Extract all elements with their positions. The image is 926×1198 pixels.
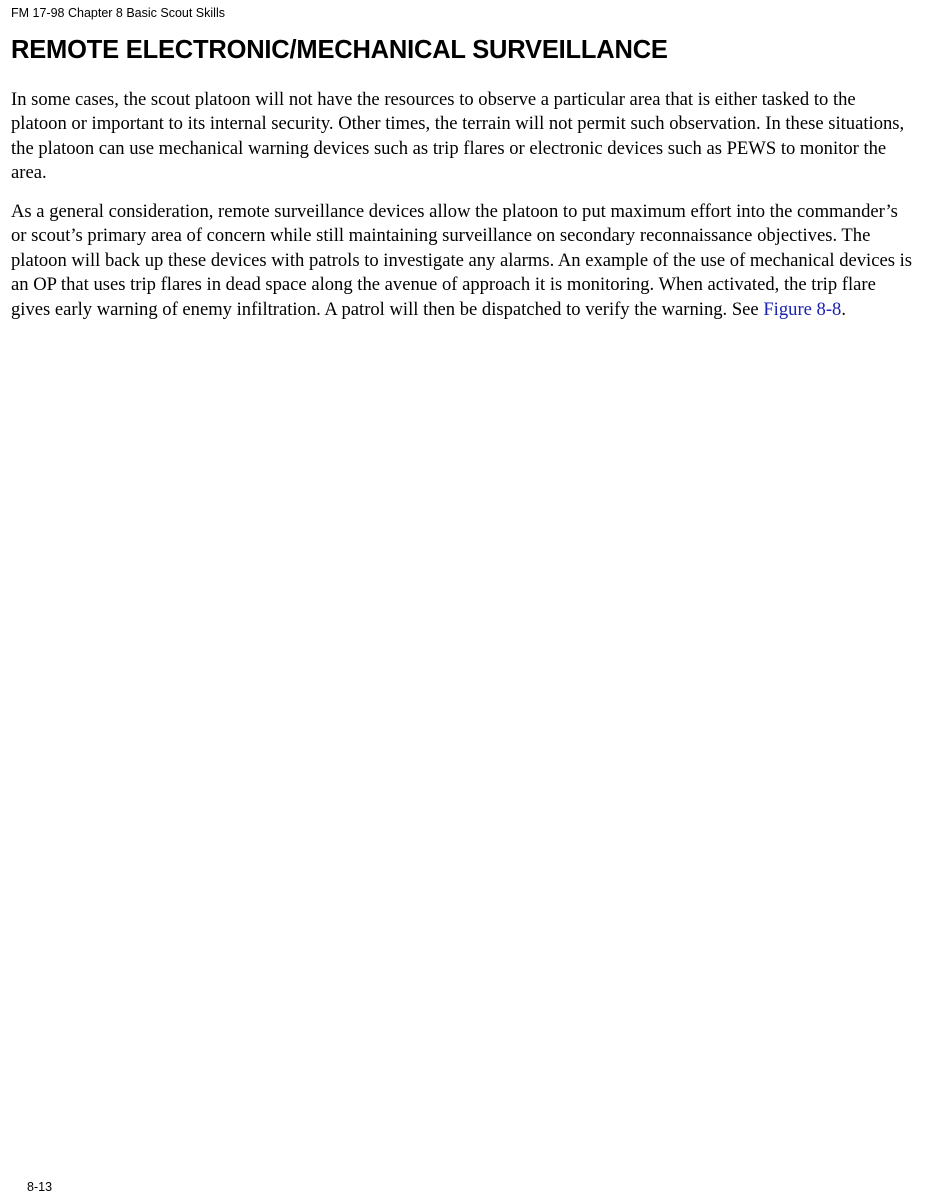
paragraph-general-consideration xyxy=(11,200,916,322)
paragraph-text-after-link: . xyxy=(841,298,846,320)
paragraph-text-before-link: As a general consideration, remote surveillance devices allow the platoon to put maximum effort into the commander’s or scout’s primary area of concern while still maintaining surveillance on secondary reconnaissance objectives. The platoon will back up these devices with patrols to investigate any alarms. An example of the use of mechanical devices is an OP that uses trip flares in dead space along the avenue of approach it is monitoring. When activated, the trip flare gives early warning of enemy infiltration. A patrol will then be dispatched to verify the warning. See xyxy=(11,201,913,320)
section-title: REMOTE ELECTRONIC/MECHANICAL SURVEILLANCE xyxy=(11,36,668,64)
running-header: FM 17-98 Chapter 8 Basic Scout Skills xyxy=(11,6,225,20)
paragraph-intro: In some cases, the scout platoon will not have the resources to observe a particular area that is either tasked to the platoon or important to its internal security. Other times, the terrain will not permit such observation. In these situations, the platoon can use mechanical warning devices such as trip flares or electronic devices such as PEWS to monitor the area. xyxy=(11,89,905,184)
figure-8-8-link[interactable]: Figure 8-8 xyxy=(763,298,842,320)
page-number: 8-13 xyxy=(27,1180,53,1194)
